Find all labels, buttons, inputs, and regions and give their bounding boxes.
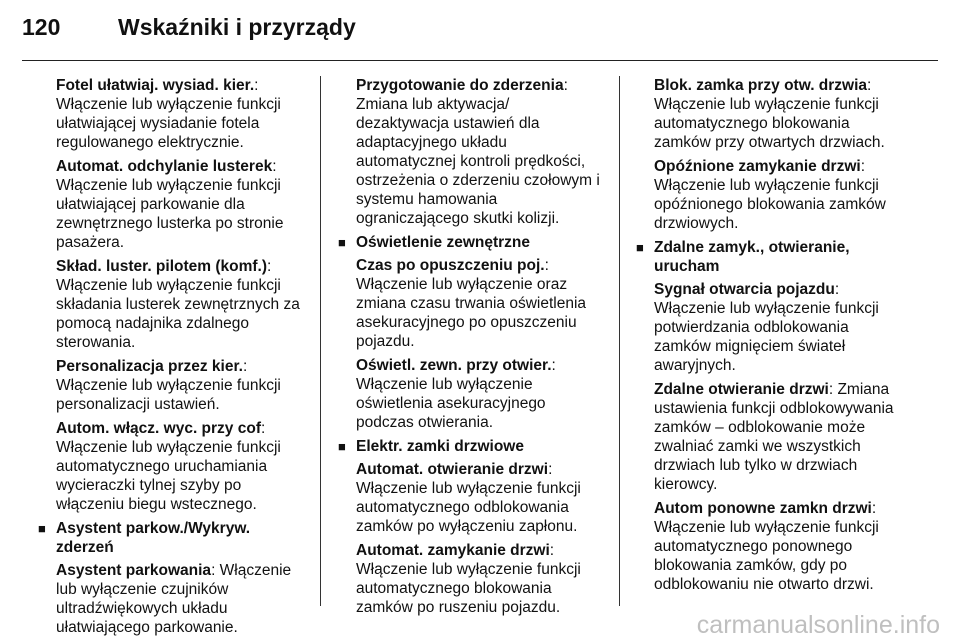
setting-entry — [636, 380, 906, 494]
setting-description: : Włączenie lub wyłączenie oraz zmiana czasu trwania oświetlenia asekuracyjnego po opuszczeniu pojazdu. — [356, 257, 587, 350]
setting-description: : Włączenie lub wyłączenie funkcji automatycznego blokowania zamków przy otwartych drzwiach. — [654, 77, 885, 151]
setting-entry — [338, 541, 606, 617]
header-divider — [22, 60, 938, 61]
setting-entry — [338, 356, 606, 432]
watermark: carmanualsonline.info — [696, 611, 940, 639]
setting-description: : Zmiana ustawienia funkcji odblokowywania zamków – odblokowanie może zwalniać zamki we wszystkich drzwiach lub tylko w drzwiach kierowcy. — [654, 381, 894, 493]
setting-entry — [38, 257, 310, 352]
column-divider — [320, 76, 321, 606]
setting-entry — [338, 76, 606, 228]
setting-entry — [636, 280, 906, 375]
section-heading — [38, 519, 310, 557]
column-3 — [636, 76, 906, 599]
setting-description: : Włączenie lub wyłączenie funkcji automatycznego uruchamiania wycieraczki tylnej szyby po włączeniu biegu wstecznego. — [56, 420, 281, 513]
setting-description: : Włączenie lub wyłączenie funkcji automatycznego ponownego blokowania zamków, gdy po odblokowaniu nie otwarto drzwi. — [654, 500, 879, 593]
setting-term: Automat. zamykanie drzwi — [356, 542, 550, 559]
column-2 — [338, 76, 606, 622]
setting-description: : Włączenie lub wyłączenie funkcji opóźnionego blokowania zamków drzwiowych. — [654, 158, 886, 232]
setting-term: Opóźnione zamykanie drzwi — [654, 158, 861, 175]
setting-entry — [636, 76, 906, 152]
column-divider — [619, 76, 620, 606]
page-number: 120 — [22, 14, 61, 40]
setting-entry — [38, 157, 310, 252]
setting-term: Personalizacja przez kier. — [56, 358, 243, 375]
section-heading — [338, 233, 606, 252]
setting-entry — [338, 256, 606, 351]
setting-term: Asystent parkowania — [56, 562, 212, 579]
setting-description: : Włączenie lub wyłączenie funkcji składania lusterek zewnętrznych za pomocą nadajnika zdalnego sterowania. — [56, 258, 300, 351]
setting-description: : Zmiana lub aktywacja/ dezaktywacja ustawień dla adaptacyjnego układu automatycznej kontroli prędkości, ostrzeżenia o zderzeniu czołowym i systemu hamowania ograniczającego skutki kolizji. — [356, 77, 600, 227]
setting-term: Oświetl. zewn. przy otwier. — [356, 357, 552, 374]
setting-term: Przygotowanie do zderzenia — [356, 77, 564, 94]
setting-entry — [38, 561, 310, 637]
page-header — [0, 0, 960, 60]
setting-term: Fotel ułatwiaj. wysiad. kier. — [56, 77, 255, 94]
setting-term: Automat. odchylanie lusterek — [56, 158, 273, 175]
setting-term: Autom. włącz. wyc. przy cof — [56, 420, 261, 437]
section-title: Zdalne zamyk., otwieranie, urucham — [654, 239, 850, 275]
setting-entry — [636, 499, 906, 594]
setting-term: Czas po opuszczeniu poj. — [356, 257, 545, 274]
setting-description: : Włączenie lub wyłączenie funkcji personalizacji ustawień. — [56, 358, 281, 413]
setting-term: Automat. otwieranie drzwi — [356, 461, 549, 478]
setting-term: Zdalne otwieranie drzwi — [654, 381, 829, 398]
setting-description: : Włączenie lub wyłączenie funkcji ułatwiającej wysiadanie fotela regulowanego elektrycznie. — [56, 77, 281, 151]
setting-entry — [38, 76, 310, 152]
page-title: Wskaźniki i przyrządy — [118, 14, 356, 40]
section-heading — [338, 437, 606, 456]
setting-term: Autom ponowne zamkn drzwi — [654, 500, 872, 517]
setting-entry — [338, 460, 606, 536]
section-title: Asystent parkow./Wykryw. zderzeń — [56, 520, 251, 556]
setting-description: : Włączenie lub wyłączenie czujników ultradźwiękowych układu ułatwiającego parkowanie. — [56, 562, 292, 636]
bullet-icon: ■ — [338, 439, 346, 454]
section-heading — [636, 238, 906, 276]
setting-term: Blok. zamka przy otw. drzwia — [654, 77, 868, 94]
setting-description: : Włączenie lub wyłączenie oświetlenia asekuracyjnego podczas otwierania. — [356, 357, 556, 431]
setting-term: Skład. luster. pilotem (komf.) — [56, 258, 268, 275]
setting-description: : Włączenie lub wyłączenie funkcji automatycznego odblokowania zamków po wyłączeniu zapłonu. — [356, 461, 581, 535]
setting-term: Sygnał otwarcia pojazdu — [654, 281, 835, 298]
setting-entry — [38, 419, 310, 514]
setting-description: : Włączenie lub wyłączenie funkcji ułatwiającej parkowanie dla zewnętrznego lusterka po stronie pasażera. — [56, 158, 284, 251]
section-title: Oświetlenie zewnętrzne — [356, 234, 530, 251]
setting-entry — [636, 157, 906, 233]
column-1 — [38, 76, 310, 642]
bullet-icon: ■ — [338, 235, 346, 250]
setting-description: : Włączenie lub wyłączenie funkcji automatycznego blokowania zamków po ruszeniu pojazdu. — [356, 542, 581, 616]
section-title: Elektr. zamki drzwiowe — [356, 438, 524, 455]
setting-entry — [38, 357, 310, 414]
bullet-icon: ■ — [38, 521, 46, 536]
bullet-icon: ■ — [636, 240, 644, 255]
setting-description: : Włączenie lub wyłączenie funkcji potwierdzania odblokowania zamków mignięciem świateł awaryjnych. — [654, 281, 879, 374]
